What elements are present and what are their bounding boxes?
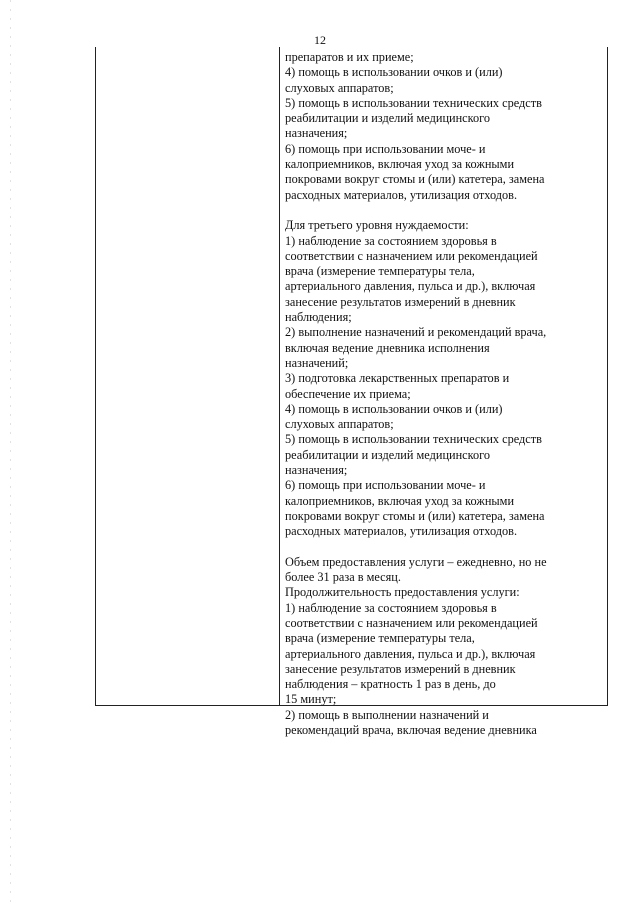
services-table bbox=[95, 47, 608, 738]
text-line: назначения; bbox=[285, 463, 348, 478]
text-line: занесение результатов измерений в дневник bbox=[285, 294, 516, 309]
scan-margin-marks bbox=[10, 0, 11, 905]
text-line: 5) помощь в использовании технических средств bbox=[285, 95, 542, 110]
text-line: 15 минут; bbox=[285, 692, 337, 707]
text-line: врача (измерение температуры тела, bbox=[285, 631, 475, 646]
paragraph-gap bbox=[285, 203, 603, 218]
text-line: слуховых аппаратов; bbox=[285, 417, 394, 432]
text-line: 5) помощь в использовании технических средств bbox=[285, 432, 542, 447]
text-line: калоприемников, включая уход за кожными bbox=[285, 157, 515, 172]
text-line: назначения; bbox=[285, 126, 348, 141]
text-line: соответствии с назначением или рекомендацией bbox=[285, 615, 538, 630]
text-line: покровами вокруг стомы и (или) катетера, замена bbox=[285, 508, 545, 523]
column-divider bbox=[279, 47, 280, 705]
text-line: расходных материалов, утилизация отходов. bbox=[285, 524, 518, 539]
text-line: артериального давления, пульса и др.), включая bbox=[285, 646, 536, 661]
text-line: 3) подготовка лекарственных препаратов и bbox=[285, 371, 510, 386]
text-line: наблюдения – кратность 1 раз в день, до bbox=[285, 677, 496, 692]
text-line: врача (измерение температуры тела, bbox=[285, 264, 475, 279]
text-line: 1) наблюдение за состоянием здоровья в bbox=[285, 600, 497, 615]
text-line: занесение результатов измерений в дневник bbox=[285, 661, 516, 676]
text-line: покровами вокруг стомы и (или) катетера, замена bbox=[285, 172, 545, 187]
text-line: соответствии с назначением или рекомендацией bbox=[285, 248, 538, 263]
text-line: 4) помощь в использовании очков и (или) bbox=[285, 401, 503, 416]
text-line: реабилитации и изделий медицинского bbox=[285, 111, 491, 126]
text-line: 2) помощь в выполнении назначений и bbox=[285, 707, 489, 722]
text-line: включая ведение дневника исполнения bbox=[285, 340, 490, 355]
text-line: назначений; bbox=[285, 355, 349, 370]
text-line: 2) выполнение назначений и рекомендаций врача, bbox=[285, 325, 547, 340]
text-line: слуховых аппаратов; bbox=[285, 80, 394, 95]
text-line: расходных материалов, утилизация отходов. bbox=[285, 187, 518, 202]
right-cell-text bbox=[285, 50, 603, 738]
paragraph-gap bbox=[285, 540, 603, 555]
text-line: артериального давления, пульса и др.), включая bbox=[285, 279, 536, 294]
text-line: обеспечение их приема; bbox=[285, 386, 411, 401]
text-line: наблюдения; bbox=[285, 310, 352, 325]
text-line: рекомендаций врача, включая ведение дневника bbox=[285, 723, 537, 738]
text-line: 4) помощь в использовании очков и (или) bbox=[285, 65, 503, 80]
text-line: 6) помощь при использовании моче- и bbox=[285, 478, 486, 493]
text-line: Объем предоставления услуги – ежедневно, но не bbox=[285, 554, 547, 569]
text-line: более 31 раза в месяц. bbox=[285, 570, 401, 585]
text-line: 1) наблюдение за состоянием здоровья в bbox=[285, 233, 497, 248]
text-line: калоприемников, включая уход за кожными bbox=[285, 493, 515, 508]
text-line: реабилитации и изделий медицинского bbox=[285, 447, 491, 462]
text-line: Продолжительность предоставления услуги: bbox=[285, 585, 520, 600]
text-line: 6) помощь при использовании моче- и bbox=[285, 141, 486, 156]
text-line: Для третьего уровня нуждаемости: bbox=[285, 218, 469, 233]
page-number: 12 bbox=[314, 33, 326, 47]
text-line: препаратов и их приеме; bbox=[285, 50, 414, 64]
